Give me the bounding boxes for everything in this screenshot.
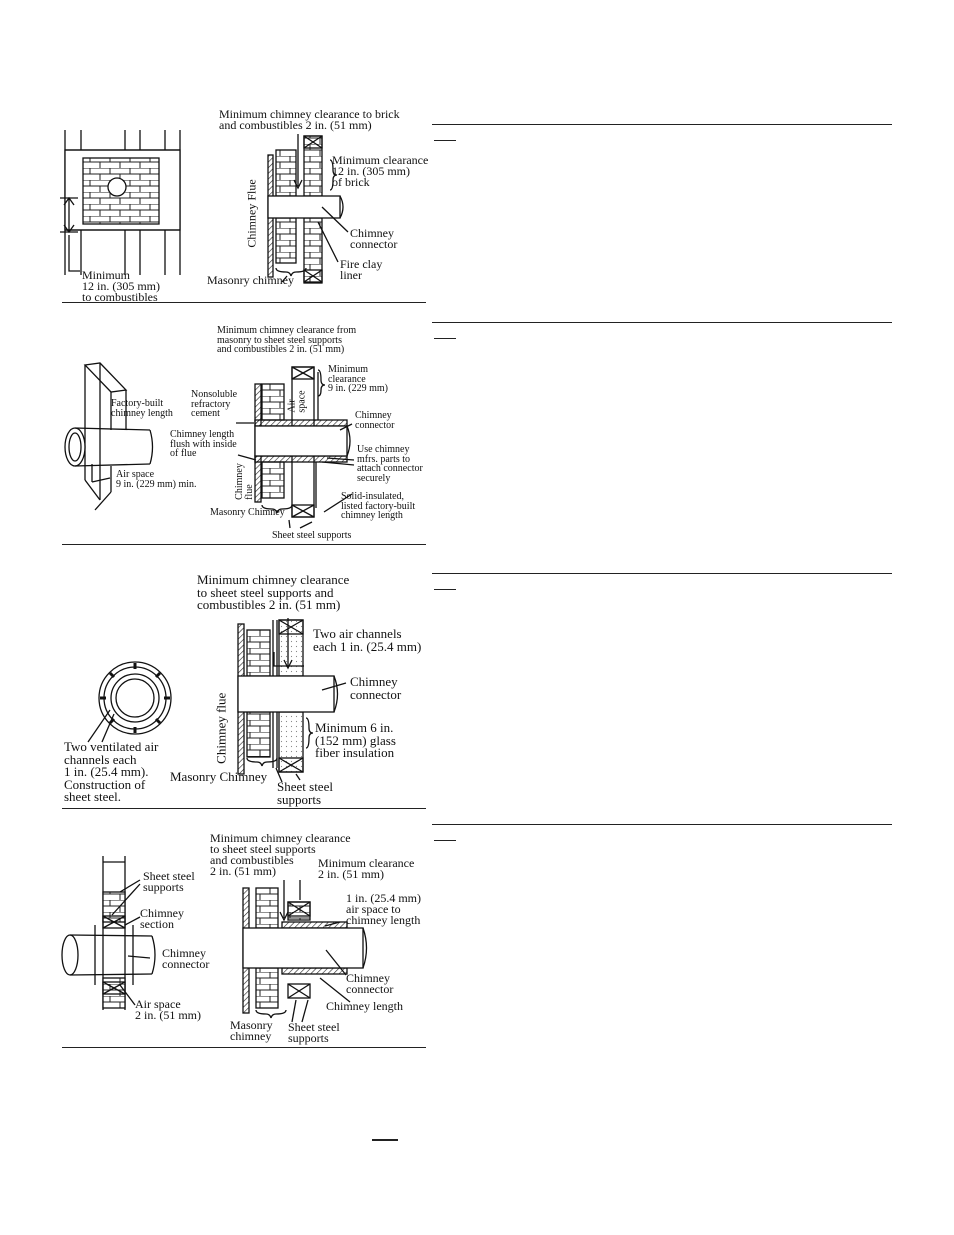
fig-c-flue-label: Chimney flue: [213, 692, 229, 764]
fig-d-clearance-label: Minimum clearance 2 in. (51 mm): [318, 856, 415, 881]
section-2-rule: [432, 322, 892, 323]
fig-a-connector-label: Chimney connector: [350, 226, 398, 251]
fig-d-section-label: Chimney section: [140, 906, 184, 931]
fig-c-insulation-label: Minimum 6 in. (152 mm) glass fiber insulation: [315, 720, 396, 760]
section-3-rule: [432, 573, 892, 574]
section-3-tick: [434, 589, 456, 590]
fig-b-supports-label: Sheet steel supports: [272, 530, 352, 541]
fig-b-factory-label: Factory-built chimney length: [111, 398, 173, 419]
section-2-tick: [434, 338, 456, 339]
fig-d-airspace-left: Air space 2 in. (51 mm): [135, 997, 201, 1022]
fig-a-top-note: Minimum chimney clearance to brick and combustibles 2 in. (51 mm): [219, 107, 400, 132]
section-1-rule: [432, 124, 892, 125]
fig-d-supports-label: Sheet steel supports: [288, 1020, 340, 1045]
fig-c-masonry-label: Masonry Chimney: [170, 769, 268, 784]
fig-c-channels-label: Two air channels each 1 in. (25.4 mm): [313, 626, 422, 654]
fig-b-air-space: Air space: [286, 390, 308, 413]
fig-d-top-note: Minimum chimney clearance to sheet steel supports and combustibles 2 in. (51 mm): [210, 831, 351, 878]
figure-c-divider: [62, 808, 426, 809]
fig-b-masonry-label: Masonry Chimney: [210, 507, 285, 518]
fig-a-masonry-label: Masonry chimney: [207, 273, 294, 287]
figure-d-divider: [62, 1047, 426, 1048]
fig-b-mfrs-label: Use chimney mfrs. parts to attach connector securely: [357, 444, 423, 484]
figure-b-divider: [62, 544, 426, 545]
fig-b-cement-label: Nonsoluble refractory cement: [191, 389, 238, 419]
fig-d-supports-left: Sheet steel supports: [143, 869, 195, 894]
fig-d-air-space-label: 1 in. (25.4 mm) air space to chimney length: [346, 891, 421, 927]
fig-b-airspace-left: Air space 9 in. (229 mm) min.: [116, 469, 197, 490]
fig-b-solid-label: Solid-insulated, listed factory-built chimney length: [341, 491, 416, 521]
fig-b-connector-label: Chimney connector: [355, 410, 395, 431]
fig-a-left-note: Minimum 12 in. (305 mm) to combustibles: [82, 268, 160, 304]
figure-a-art: [60, 130, 348, 283]
fig-c-left-note: Two ventilated air channels each 1 in. (25.4 mm). Construction of sheet steel.: [64, 739, 159, 804]
fig-c-top-note: Minimum chimney clearance to sheet steel supports and combustibles 2 in. (51 mm): [197, 572, 350, 612]
fig-c-connector-label: Chimney connector: [350, 674, 402, 702]
fig-b-top-note: Minimum chimney clearance from masonry to sheet steel supports and combustibles 2 in. (51 mm): [217, 325, 357, 355]
fig-d-connector-left: Chimney connector: [162, 946, 210, 971]
fig-d-connector-label: Chimney connector: [346, 971, 394, 996]
fig-b-clearance-label: Minimum clearance 9 in. (229 mm): [328, 364, 388, 394]
fig-a-flue-label: Chimney Flue: [244, 179, 259, 248]
section-4-tick: [434, 840, 456, 841]
fig-c-supports-label: Sheet steel supports: [277, 779, 333, 807]
fig-b-flue-label: Chimney flue: [233, 463, 255, 500]
section-4-rule: [432, 824, 892, 825]
fig-b-flush-label: Chimney length flush with inside of flue: [170, 429, 237, 459]
section-1-tick: [434, 140, 456, 141]
fig-d-length-label: Chimney length: [326, 999, 403, 1013]
fig-a-clearance-note: Minimum clearance 12 in. (305 mm) of brick: [332, 153, 429, 189]
fig-a-liner-label: Fire clay liner: [340, 257, 383, 282]
fig-d-masonry-label: Masonry chimney: [230, 1018, 273, 1043]
page-number-mark: [372, 1139, 398, 1141]
